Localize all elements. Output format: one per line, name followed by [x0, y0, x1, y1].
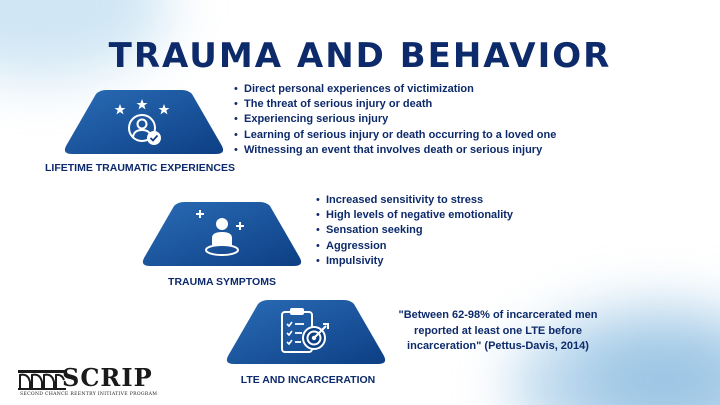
- lte-and-incarceration-badge: [224, 300, 388, 364]
- person-sparkle-icon: [194, 208, 250, 262]
- trauma-symptoms-badge: [140, 202, 304, 266]
- logo-wordmark: SCRIP: [62, 363, 153, 392]
- list-item: • Impulsivity: [316, 254, 384, 267]
- list-item: • Experiencing serious injury: [234, 113, 389, 126]
- logo-subtitle: SECOND CHANCE REENTRY INITIATIVE PROGRAM: [20, 392, 158, 397]
- list-item: • Learning of serious injury or death occurring to a loved one: [234, 128, 557, 141]
- list-item: • The threat of serious injury or death: [234, 98, 433, 111]
- scrip-logo: [18, 363, 158, 400]
- person-stars-check-icon: [112, 98, 176, 150]
- section-caption-trauma-symptoms: TRAUMA SYMPTOMS: [168, 276, 276, 288]
- clipboard-target-icon: [276, 306, 336, 358]
- list-item: • Aggression: [316, 239, 387, 252]
- list-item: • Sensation seeking: [316, 224, 423, 237]
- bridge-icon: [18, 366, 66, 392]
- list-item: • Witnessing an event that involves death or serious injury: [234, 143, 543, 156]
- list-item: • Increased sensitivity to stress: [316, 194, 484, 206]
- list-item: • High levels of negative emotionality: [316, 209, 514, 222]
- lifetime-traumatic-experiences-badge: [62, 90, 226, 154]
- list-item: • Direct personal experiences of victimization: [234, 83, 474, 95]
- lifetime-traumatic-experiences-list: [234, 82, 556, 158]
- pettus-davis-quote: "Between 62-98% of incarcerated men reported at least one LTE before incarceration" (Pettus-Davis, 2014): [398, 309, 598, 352]
- slide-title: TRAUMA AND BEHAVIOR: [108, 36, 612, 76]
- section-caption-lte-and-incarceration: LTE AND INCARCERATION: [240, 374, 376, 386]
- trauma-symptoms-list: [316, 193, 513, 269]
- section-caption-lifetime-traumatic-experiences: LIFETIME TRAUMATIC EXPERIENCES: [45, 162, 235, 174]
